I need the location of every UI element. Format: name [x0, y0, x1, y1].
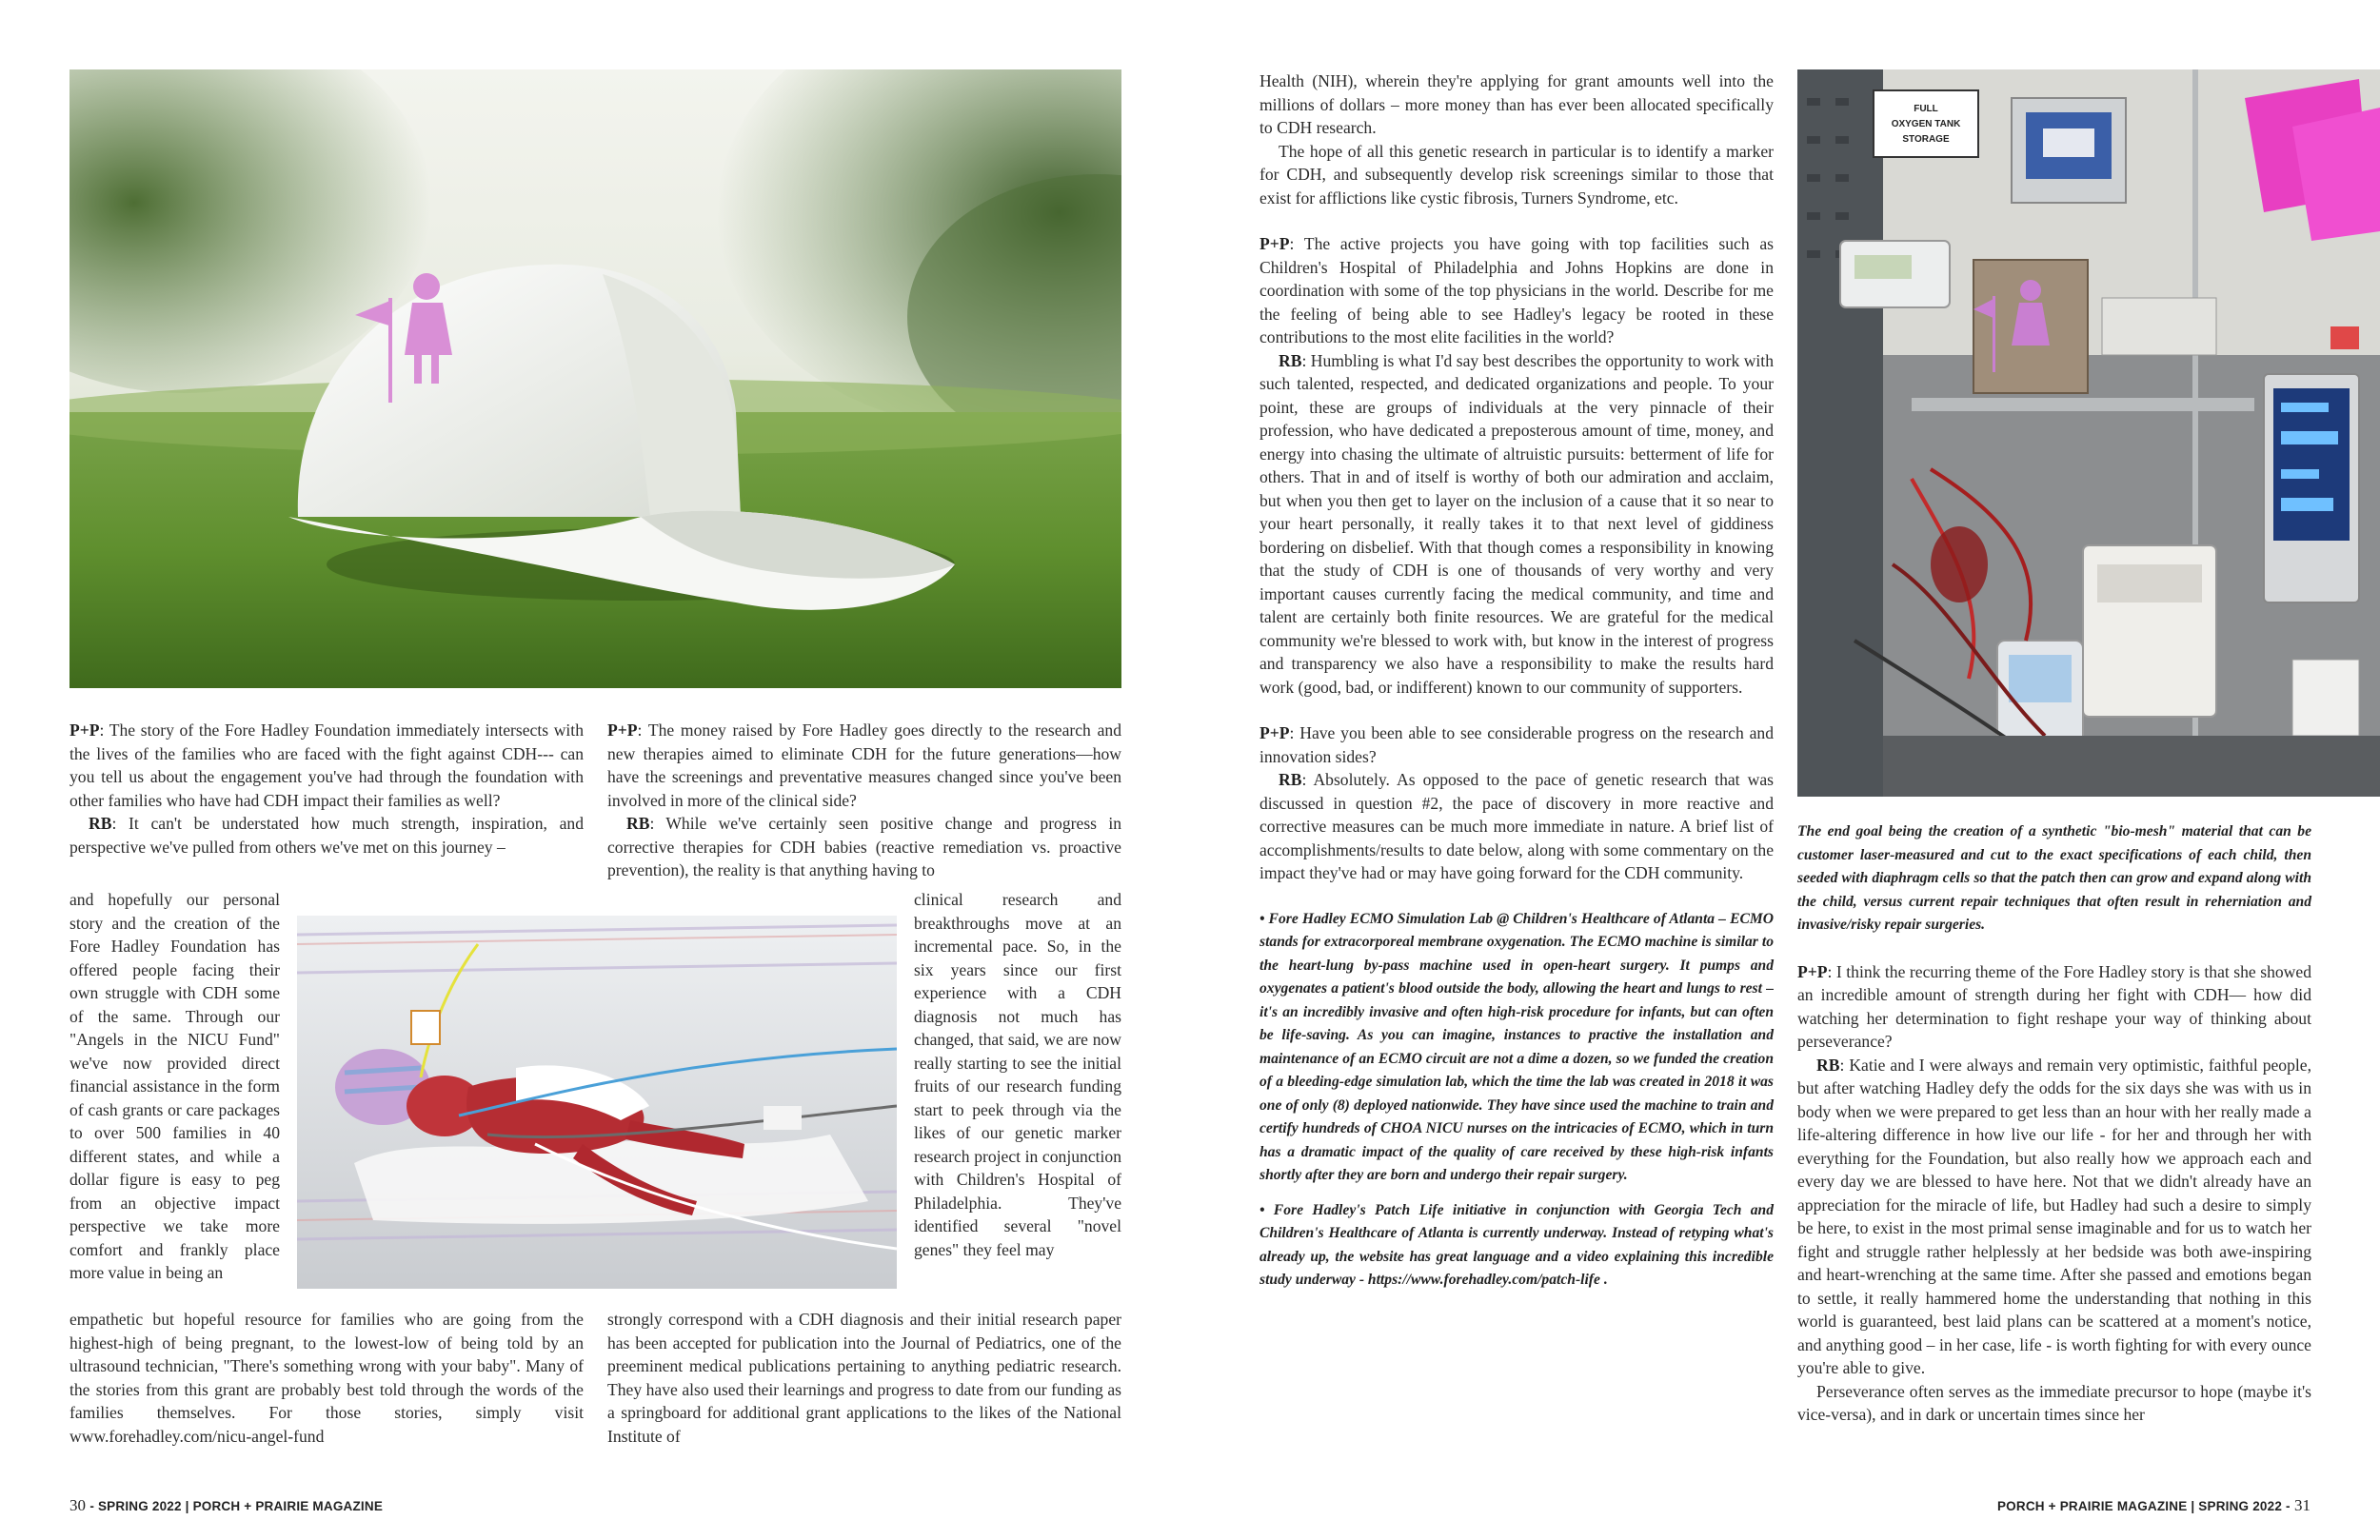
a5-text: : Katie and I were always and remain very optimistic, faithful people, but after watching Hadley defy the odds for the six days she was with us in body when we were prepared to get less than an hour with her really made a life-altering difference in how live our life - for her and through her with everything for the Foundation, but also really how we approach each and every day we are blessed to have here. Not that we didn't already have an appreciation for the miracle of life, but Hadley had such a desire to simply be here, to exist in the most primal sense imaginable and for us to watch her fight and struggle rather helplessly at her bedside was both awe-inspiring and heart-wrenching at the same time. After she passed and emotions began to settle, it really hammered home the understanding that nothing in this world is guaranteed, best laid plans can be scattered at a moment's notice, and anything good – in her case, life - is worth fighting for with every ounce you're able to give.	[1797, 1055, 2311, 1377]
col1-top-text	[69, 719, 584, 859]
col2-bottom-paragraph: strongly correspond with a CDH diagnosis and their initial research paper has been accepted for publication into the Journal of Pediatrics, one of the preeminent medical publications pertaining to anything pediatric research. They have also used their learnings and progress to date from our funding as a springboard for additional grant applications to the likes of the National Institute of	[607, 1310, 1121, 1446]
right-page-number: 31	[2294, 1496, 2311, 1514]
q3-text: : The active projects you have going with top facilities such as Children's Hospital of Philadelphia and Johns Hopkins are done in coordination with some of the top physicians in the world. Describe for me the feeling of being able to see Hadley's legacy be rooted in these contributions to the most elite facilities in the world?	[1259, 234, 1774, 346]
bullet-ecmo-lab: • Fore Hadley ECMO Simulation Lab @ Children's Healthcare of Atlanta – ECMO stands for extracorporeal membrane oxygenation. The ECMO machine is similar to the heart-lung by-pass machine used in open-heart surgery. It pumps and oxygenates a patient's blood outside the body, allowing the heart and lungs to rest – it's an incredibly invasive and often high-risk procedure for infants, but can often be life-saving. As you can imagine, instances to practive the installation and maintenance of an ECMO circuit are not a dime a dozen, so we funded the creation of a bleeding-edge simulation lab, which the time the lab was created in 2018 it was one of only (8) deployed nationwide. They have since used the machine to train and certify hundreds of CHOA NICU nurses on the intricacies of ECMO, which in turn has a dramatic impact of the quality of care received by these high-risk infants shortly after they are born and undergo their repair surgery.	[1259, 910, 1774, 1183]
q2-text: : The money raised by Fore Hadley goes directly to the research and new therapies aimed to eliminate CDH for the future generations—how have the screenings and preventative measures changed since you've been involved in more of the clinical side?	[607, 721, 1121, 810]
a2-text: : While we've certainly seen positive change and progress in corrective therapies for CDH babies (reactive remediation vs. proactive prevention), the reality is that anything having to	[607, 814, 1121, 879]
col3-text	[1259, 69, 1774, 1293]
q5-text: : I think the recurring theme of the Fore Hadley story is that she showed an incredible amount of strength during her fight with CDH— how did watching her determination to fight reshape your way of thinking about perseverance?	[1797, 961, 2311, 1051]
col2-narrow-text	[914, 888, 1121, 1261]
q1-text: : The story of the Fore Hadley Foundation immediately intersects with the lives of the families who are faced with the fight against CDH--- can you tell us about the engagement you've had through the foundation with other families who have had CDH impact their families as well?	[69, 721, 584, 810]
col1-bottom-text	[69, 1308, 584, 1448]
col4-last-paragraph: Perseverance often serves as the immediate precursor to hope (maybe it's vice-versa), and in dark or uncertain times since her	[1797, 1381, 2311, 1424]
right-folio	[1997, 1496, 2311, 1515]
col2-narrow-paragraph: clinical research and breakthroughs move at an incremental pace. So, in the six years since our first experience with a CDH diagnosis not much has changed, that said, we are now really starting to see the initial fruits of our research funding start to peek through via the likes of our genetic marker research project in conjunction with Children's Hospital of Philadelphia. They've identified several "novel genes" they feel may	[914, 890, 1121, 1259]
a3-speaker: RB	[1279, 350, 1302, 370]
left-page-number: 30	[69, 1496, 86, 1514]
a1-text: : It can't be understated how much strength, inspiration, and perspective we've pulled from others we've met on this journey –	[69, 814, 584, 857]
a4-text: : Absolutely. As opposed to the pace of genetic research that was discussed in question #2, the pace of discovery in more reactive and corrective measures can be much more immediate in nature. A brief list of accomplishments/results to date below, along with some commentary on the impact they've had or may have going forward for the CDH community.	[1259, 770, 1774, 882]
a1-speaker: RB	[89, 814, 112, 833]
q4-speaker: P+P	[1259, 723, 1290, 742]
right-folio-text: PORCH + PRAIRIE MAGAZINE | SPRING 2022 -	[1996, 1499, 2291, 1513]
bullet-patch-life: • Fore Hadley's Patch Life initiative in conjunction with Georgia Tech and Children's Healthcare of Atlanta is currently underway. Instead of retyping what's already up, the website has great language and a video explaining this incredible study underway - https://www.forehadley.com/patch-life .	[1259, 1201, 1774, 1288]
svg-text:STORAGE: STORAGE	[1902, 134, 1950, 145]
col1-narrow-paragraph: and hopefully our personal story and the creation of the Fore Hadley Foundation has offered people facing their own struggle with CDH some of the same. Through our "Angels in the NICU Fund" we've now provided direct financial assistance in the form of cash grants or care packages to over 500 families in 40 different states, and while a dollar figure is easy to peg from an objective impact perspective we take more comfort and frankly place more value in being an	[69, 890, 280, 1282]
col2-bottom-text	[607, 1308, 1121, 1448]
col2-top-text	[607, 719, 1121, 882]
svg-text:OXYGEN TANK: OXYGEN TANK	[1891, 119, 1961, 129]
ecmo-photo-caption: The end goal being the creation of a synthetic "bio-mesh" material that can be customer laser-measured and cut to the exact specifications of each child, then seeded with diaphragm cells so that the patch then can grow and expand along with the child, versus current repair techniques that often result in reherniation and invasive/risky repair surgeries.	[1797, 823, 2311, 933]
ecmo-lab-photo	[1797, 69, 2380, 797]
col3-p2: The hope of all this genetic research in particular is to identify a marker for CDH, and subsequently develop risk screenings similar to those that exist for afflictions like cystic fibrosis, Turners Syndrome, etc.	[1259, 141, 1774, 207]
col4-text	[1797, 820, 2311, 1427]
col1-bottom-paragraph: empathetic but hopeful resource for families who are going from the highest-high of being pregnant, to the lowest-low of being told by an ultrasound technician, "There's something wrong with your baby". Many of the stories from this grant are probably best told through the words of the families themselves. For those stories, simply visit www.forehadley.com/nicu-angel-fund	[69, 1310, 584, 1446]
left-folio	[69, 1496, 383, 1515]
nicu-baby-photo	[297, 916, 897, 1289]
a3-text: : Humbling is what I'd say best describes the opportunity to work with such talented, respected, and dedicated organizations and people. To your point, these are groups of individuals at the very pinnacle of their profession, who have dedicated a preposterous amount of time, money, and energy into chasing the ultimate of altruistic pursuits: betterment of life for others. That in and of itself is worthy of both our admiration and acclaim, but when you then get to layer on the inclusion of a cause that it so near to your heart personally, it really takes it to that next level of giddiness bordering on disbelief. With that though comes a responsibility in knowing that the study of CDH is one of thousands of very worthy and very important causes currently facing the medical community, and time and talent are certainly both finite resources. We are grateful for the medical community we're blessed to work with, but know in the interest of progress and transparency we also have a responsibility to make the results hard work (good, bad, or indifferent) known to our community of supporters.	[1259, 350, 1774, 697]
a4-speaker: RB	[1279, 770, 1302, 789]
a2-speaker: RB	[626, 814, 650, 833]
a5-speaker: RB	[1816, 1055, 1840, 1075]
q2-speaker: P+P	[607, 721, 638, 740]
hero-photo-cap	[69, 69, 1121, 688]
col1-narrow-text	[69, 888, 280, 1285]
svg-text:FULL: FULL	[1914, 104, 1938, 114]
q1-speaker: P+P	[69, 721, 100, 740]
col3-p1: Health (NIH), wherein they're applying for grant amounts well into the millions of dollars – more money than has ever been allocated specifically to CDH research.	[1259, 71, 1774, 137]
q3-speaker: P+P	[1259, 234, 1290, 253]
q4-text: : Have you been able to see considerable progress on the research and innovation sides?	[1259, 723, 1774, 766]
left-folio-text: - SPRING 2022 | PORCH + PRAIRIE MAGAZINE	[89, 1499, 384, 1513]
q5-speaker: P+P	[1797, 961, 1828, 981]
